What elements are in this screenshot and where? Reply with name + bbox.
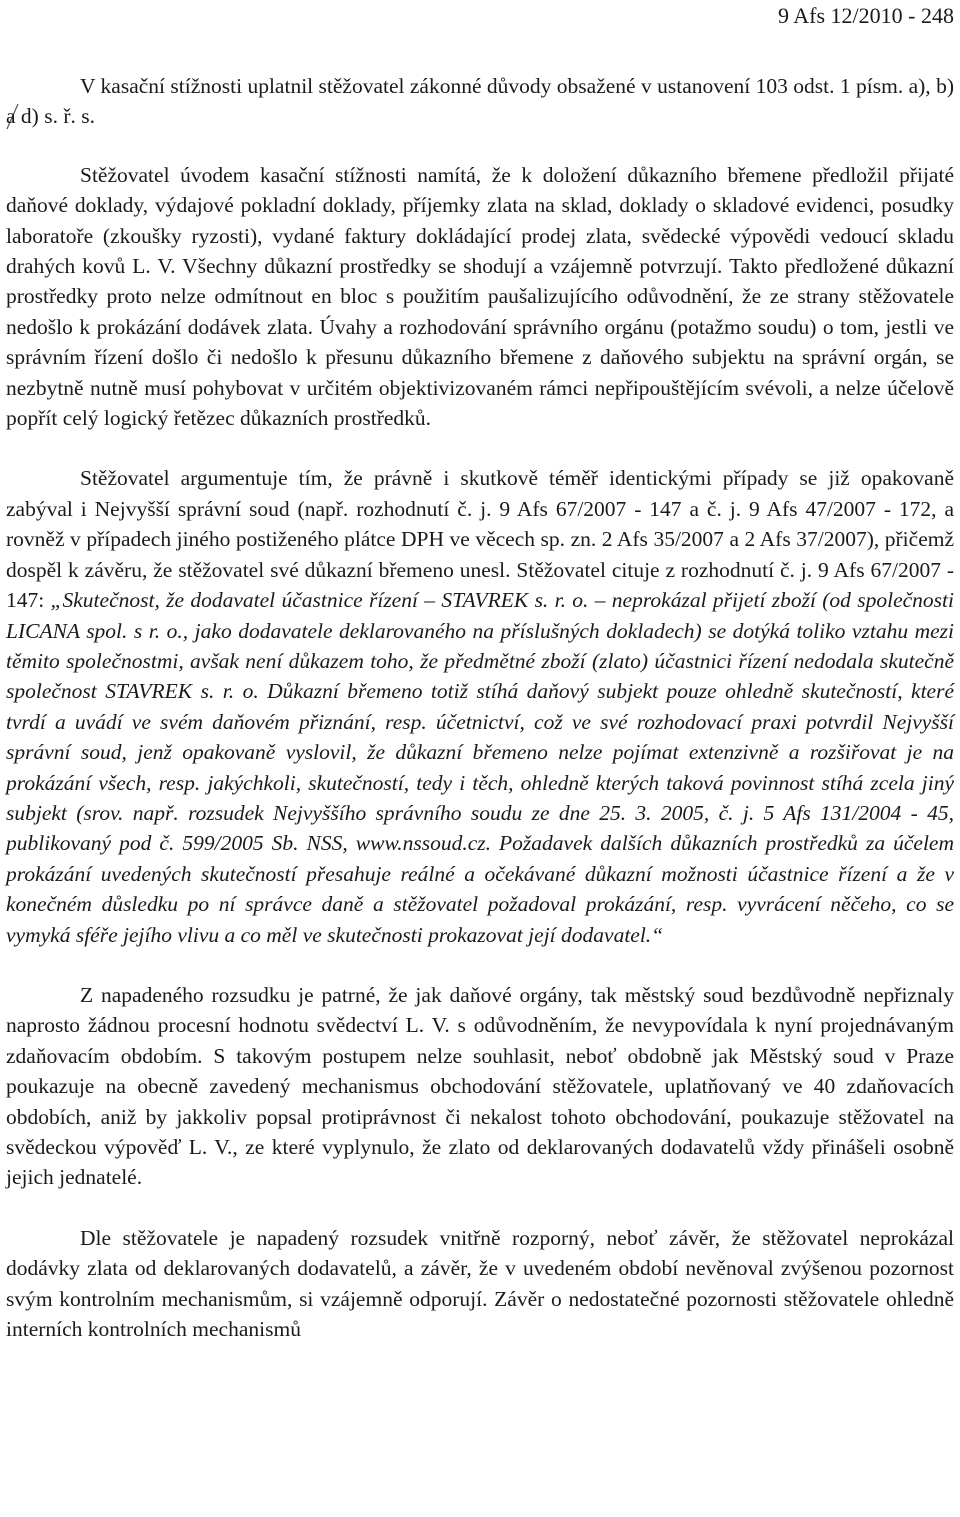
paragraph-case-law: [6, 463, 954, 950]
paragraph-contradiction: Dle stěžovatele je napadený rozsudek vnitřně rozporný, neboť závěr, že stěžovatel neprokázal dodávky zlata od deklarovaných dodavatelů, a závěr, že v uvedeném období nevěnoval zvýšenou pozornost svým kontrolním mechanismům, si vzájemně odporují. Závěr o nedostatečné pozornosti stěžovatele ohledně interních kontrolních mechanismů: [6, 1225, 954, 1342]
paragraph-evidence: Stěžovatel úvodem kasační stížnosti namítá, že k doložení důkazního břemene předložil přijaté daňové doklady, výdajové pokladní doklady, příjemky zlata na sklad, doklady o skladové evidenci, posudky laboratoře (zkoušky ryzosti), vydané faktury dokládající prodej zlata, svědecké výpovědi vedoucí skladu drahých kovů L. V. Všechny důkazní prostředky se shodují a vzájemně potvrzují. Takto předložené důkazní prostředky proto nelze odmítnout en bloc s použitím paušalizujícího odůvodnění, že ze strany stěžovatele nedošlo k prokázání dodávek zlata. Úvahy a rozhodování správního orgánu (potažmo soudu) o tom, jestli ve správním řízení došlo či nedošlo k přesunu důkazního břemene z daňového subjektu na správní orgán, se nezbytně nutně musí pohybovat v určitém objektivizovaném rámci nepřipouštějícím svévoli, a nelze účelově popřít celý logický řetězec důkazních prostředků.: [6, 162, 954, 431]
document-body: [6, 71, 954, 1344]
paragraph-grounds: V kasační stížnosti uplatnil stěžovatel zákonné důvody obsažené v ustanovení 103 odst. 1 písm. a), b) a d) s. ř. s.: [6, 74, 954, 129]
case-law-intro: Stěžovatel argumentuje tím, že právně i skutkově téměř identickými případy se již opakovaně zabýval i Nejvyšší správní soud (např. rozhodnutí č. j. 9 Afs 67/2007 - 147 a č. j. 9 Afs 47/2007 - 172, a rovněž v případech jiného postiženého plátce DPH ve věcech sp. zn. 2 Afs 35/2007 a 2 Afs 37/2007), přičemž dospěl k závěru, že stěžovatel své důkazní břemeno unesl. Stěžovatel cituje z rozhodnutí č. j. 9 Afs 67/2007 - 147:: [6, 466, 954, 613]
case-number: 9 Afs 12/2010 - 248: [778, 3, 954, 28]
paragraph-witness: Z napadeného rozsudku je patrné, že jak daňové orgány, tak městský soud bezdůvodně nepřiznaly naprosto žádnou procesní hodnotu svědectví L. V. s odůvodněním, že nevypovídala k nyní projednávaným zdaňovacím obdobím. S takovým postupem nelze souhlasit, neboť obdobně jak Městský soud v Praze poukazuje na obecně zavedený mechanismus obchodování stěžovatele, uplatňovaný ve 40 zdaňovacích obdobích, aniž by jakkoliv popsal protiprávnost či nekalost tohoto obchodování, poukazuje stěžovatel na svědeckou výpověď L. V., ze které vyplynulo, že zlato od deklarovaných dodavatelů vždy přinášeli osobně jejich jednatelé.: [6, 982, 954, 1190]
case-law-quote: „Skutečnost, že dodavatel účastnice řízení – STAVREK s. r. o. – neprokázal přijetí zboží (od společnosti LICANA spol. s r. o., jako dodavatele deklarovaného na příslušných dokladech) se dotýká toliko vztahu mezi těmito společnostmi, avšak není důkazem toho, že předmětné zboží (zlato) účastnici řízení nedodala skutečně společnost STAVREK s. r. o. Důkazní břemeno totiž stíhá daňový subjekt pouze ohledně skutečností, které tvrdí a uvádí ve svém daňovém přiznání, resp. účetnictví, což ve své rozhodovací praxi potvrdil Nejvyšší správní soud, jenž opakovaně vyslovil, že důkazní břemeno nelze pojímat extenzivně a rozšiřovat je na prokázání všech, resp. jakýchkoli, skutečností, tedy i těch, ohledně kterých taková povinnost stíhá zcela jiný subjekt (srov. např. rozsudek Nejvyššího správního soudu ze dne 25. 3. 2005, č. j. 5 Afs 131/2004 - 45, publikovaný pod č. 599/2005 Sb. NSS, www.nssoud.cz. Požadavek dalších důkazních prostředků za účelem prokázání uvedených skutečností přesahuje reálné a očekávané důkazní možnosti účastnice řízení a že v konečném důsledku po ní správce daně a stěžovatel požadoval prokázání, resp. vyvrácení něčeho, co se vymyká sféře jejího vlivu a co měl ve skutečnosti prokazovat její dodavatel.“: [6, 588, 954, 947]
